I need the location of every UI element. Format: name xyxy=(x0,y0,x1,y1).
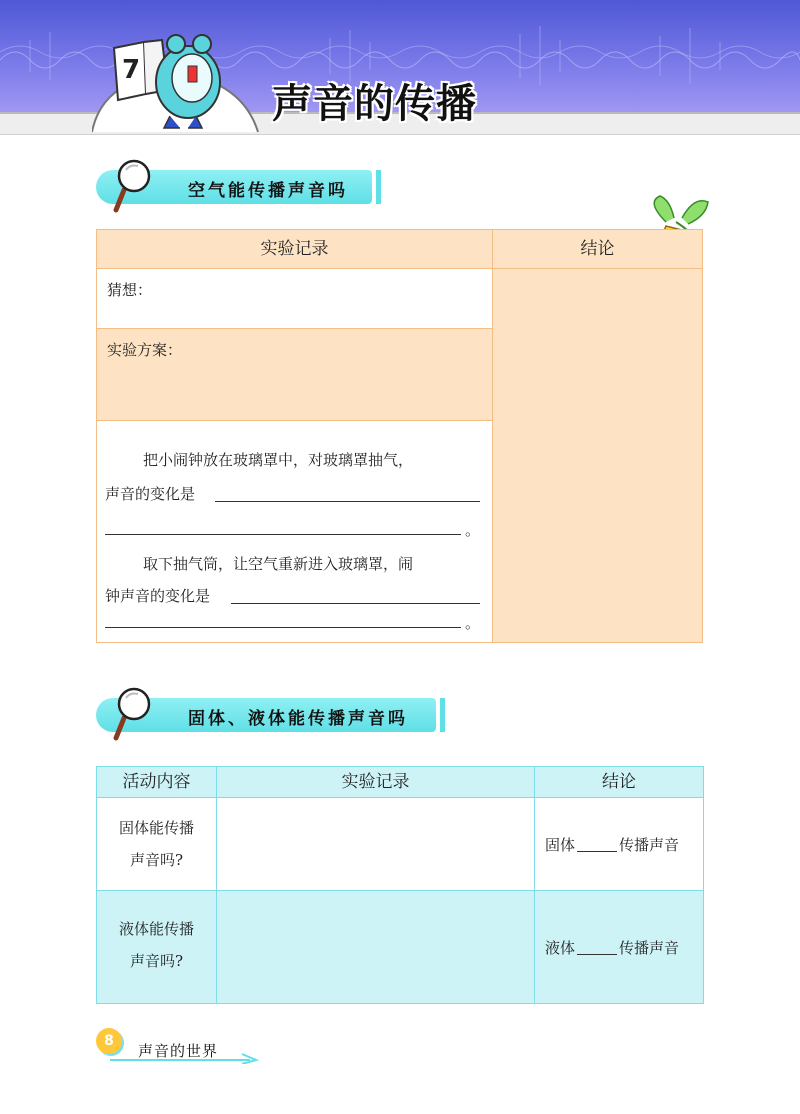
record-cell[interactable] xyxy=(216,797,535,891)
activity-line: 固体能传播 xyxy=(118,819,194,837)
conclusion-suffix: 传播声音 xyxy=(619,939,680,957)
answer-blank-2[interactable] xyxy=(105,534,461,535)
lesson-number-text: 7 xyxy=(122,55,141,85)
plan-cell[interactable] xyxy=(96,328,493,421)
conclusion-cell xyxy=(534,890,704,1004)
section2-title: 固体、液体能传播声音吗 xyxy=(188,709,408,729)
plan-label: 实验方案： xyxy=(107,341,183,359)
observation-p2-line2: 钟声音的变化是 xyxy=(105,587,211,605)
table-row-activity xyxy=(96,797,217,891)
banner-edge xyxy=(440,698,445,732)
activity-line: 声音吗? xyxy=(129,952,184,970)
answer-blank-1[interactable] xyxy=(215,501,480,502)
magnifier-icon xyxy=(112,158,152,214)
section1-banner xyxy=(96,170,386,210)
conclusion-cell[interactable] xyxy=(492,268,703,643)
period-mark: 。 xyxy=(465,614,481,632)
conclusion-text xyxy=(545,937,679,958)
observation-p1-line2: 声音的变化是 xyxy=(105,485,196,503)
experiment-table-solid-liquid xyxy=(96,766,704,1004)
page-title: 声音的传播 xyxy=(272,81,477,127)
conclusion-prefix: 固体 xyxy=(545,836,576,854)
col-header-activity: 活动内容 xyxy=(96,766,217,798)
banner-edge xyxy=(376,170,381,204)
col-header-conclusion: 结论 xyxy=(492,229,703,269)
table-row-activity xyxy=(96,890,217,1004)
conclusion-suffix: 传播声音 xyxy=(619,836,680,854)
activity-line: 声音吗? xyxy=(129,851,184,869)
experiment-table-air xyxy=(96,229,703,643)
answer-blank[interactable] xyxy=(577,953,617,955)
answer-blank-4[interactable] xyxy=(105,627,461,628)
conclusion-prefix: 液体 xyxy=(545,939,576,957)
conclusion-cell xyxy=(534,797,704,891)
page-number-badge: 8 xyxy=(96,1028,122,1054)
answer-blank-3[interactable] xyxy=(231,603,480,604)
guess-label: 猜想： xyxy=(107,281,153,299)
answer-blank[interactable] xyxy=(577,850,617,852)
magnifier-icon xyxy=(112,686,152,742)
section2-banner xyxy=(96,698,448,738)
col-header-conclusion: 结论 xyxy=(534,766,704,798)
section1-title: 空气能传播声音吗 xyxy=(188,181,348,201)
col-header-record: 实验记录 xyxy=(216,766,535,798)
record-cell[interactable] xyxy=(216,890,535,1004)
alarm-clock-mascot-icon xyxy=(92,20,272,136)
guess-cell[interactable] xyxy=(96,268,493,329)
col-header-record: 实验记录 xyxy=(96,229,493,269)
conclusion-text xyxy=(545,834,679,855)
observation-cell xyxy=(96,420,493,643)
observation-p2-line1: 取下抽气筒，让空气重新进入玻璃罩，闹 xyxy=(143,555,414,573)
period-mark: 。 xyxy=(465,521,481,539)
footer-book-title: 声音的世界 xyxy=(138,1042,219,1060)
observation-p1-line1: 把小闹钟放在玻璃罩中，对玻璃罩抽气， xyxy=(143,451,414,469)
activity-line: 液体能传播 xyxy=(118,920,194,938)
page-footer xyxy=(96,1024,296,1064)
